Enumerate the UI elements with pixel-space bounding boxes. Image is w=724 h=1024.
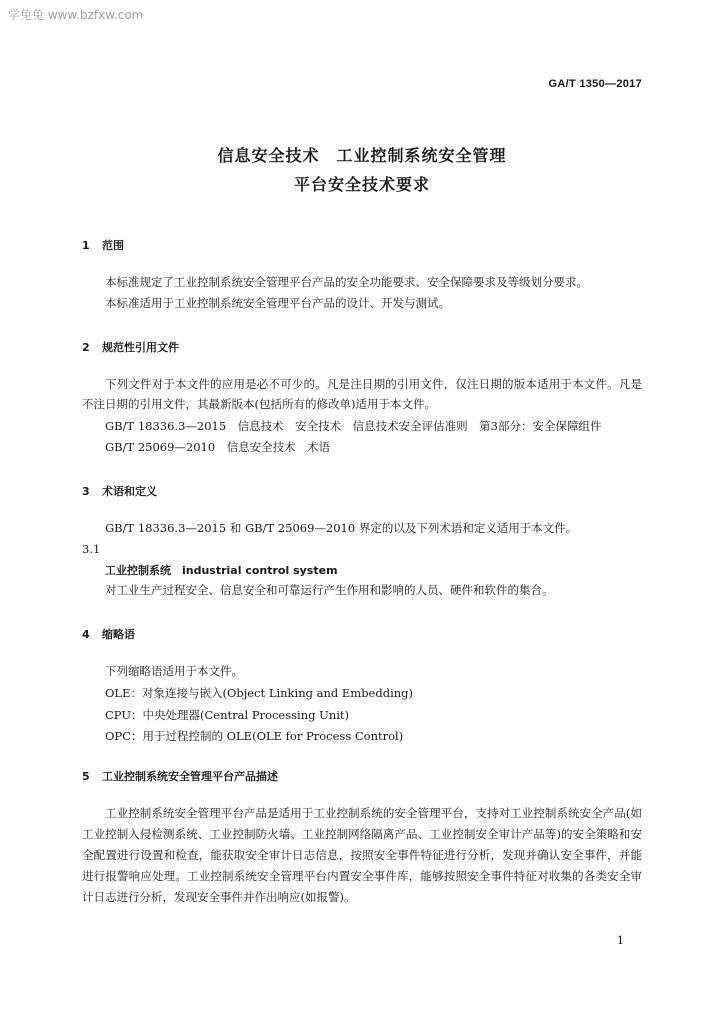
section-heading-terms: [82, 483, 157, 499]
section-number: 5: [82, 770, 90, 783]
paragraph: 工业控制系统安全管理平台产品是适用于工业控制系统的安全管理平台，支持对工业控制系统安全产品(如工业控制入侵检测系统、工业控制防火墙、工业控制网络隔离产品、工业控制安全审计产品等)的安全策略和安全配置进行设置和检查，能获取安全审计日志信息，按照安全事件特征进行分析，发现并确认安全事件，并能进行报警响应处理。工业控制系统安全管理平台内置安全事件库，能够按照安全事件特征对收集的各类安全审计日志进行分析，发现安全事件并作出响应(如报警)。: [82, 806, 642, 904]
section-title: 规范性引用文件: [102, 341, 179, 354]
section-title: 缩略语: [102, 628, 135, 641]
paragraph: 下列文件对于本文件的应用是必不可少的。凡是注日期的引用文件，仅注日期的版本适用于本文件。凡是不注日期的引用文件，其最新版本(包括所有的修改单)适用于本文件。: [82, 377, 642, 411]
document-title-line1: 信息安全技术 工业控制系统安全管理: [217, 146, 507, 165]
section-number: 4: [82, 628, 90, 641]
page-number: 1: [617, 934, 624, 947]
section-heading-abbreviations: [82, 626, 135, 642]
term-definition: 对工业生产过程安全、信息安全和可靠运行产生作用和影响的人员、硬件和软件的集合。: [105, 583, 554, 597]
section-number: 1: [82, 239, 90, 252]
abbreviation-item: OPC：用于过程控制的 OLE(OLE for Process Control): [105, 729, 404, 743]
section-heading-normative-references: [82, 339, 179, 355]
document-title-line2: 平台安全技术要求: [293, 175, 430, 194]
abbreviation-item: CPU：中央处理器(Central Processing Unit): [105, 708, 350, 722]
standard-number: GA/T 1350—2017: [548, 78, 642, 90]
section-heading-product-description: [82, 768, 278, 784]
abbreviation-item: OLE：对象连接与嵌入(Object Linking and Embedding): [105, 686, 414, 700]
section-number: 2: [82, 341, 90, 354]
section-heading-scope: [82, 237, 124, 253]
section-title: 范围: [102, 239, 124, 252]
reference-item: GB/T 25069—2010 信息安全技术 术语: [105, 440, 331, 454]
watermark-text: 学兔兔 www.bzfxw.com: [8, 8, 144, 22]
paragraph: 本标准规定了工业控制系统安全管理平台产品的安全功能要求、安全保障要求及等级划分要求。: [105, 275, 588, 289]
paragraph: GB/T 18336.3—2015 和 GB/T 25069—2010 界定的以及下列术语和定义适用于本文件。: [105, 521, 578, 535]
paragraph: 下列缩略语适用于本文件。: [105, 664, 243, 678]
section-title: 术语和定义: [102, 485, 157, 498]
term-number: 3.1: [82, 542, 101, 556]
paragraph: 本标准适用于工业控制系统安全管理平台产品的设计、开发与测试。: [105, 296, 450, 310]
reference-item: GB/T 18336.3—2015 信息技术 安全技术 信息技术安全评估准则 第3部分：安全保障组件: [105, 419, 602, 433]
term-entry: 工业控制系统 industrial control system: [105, 564, 338, 577]
section-title: 工业控制系统安全管理平台产品描述: [102, 770, 278, 783]
section-number: 3: [82, 485, 90, 498]
